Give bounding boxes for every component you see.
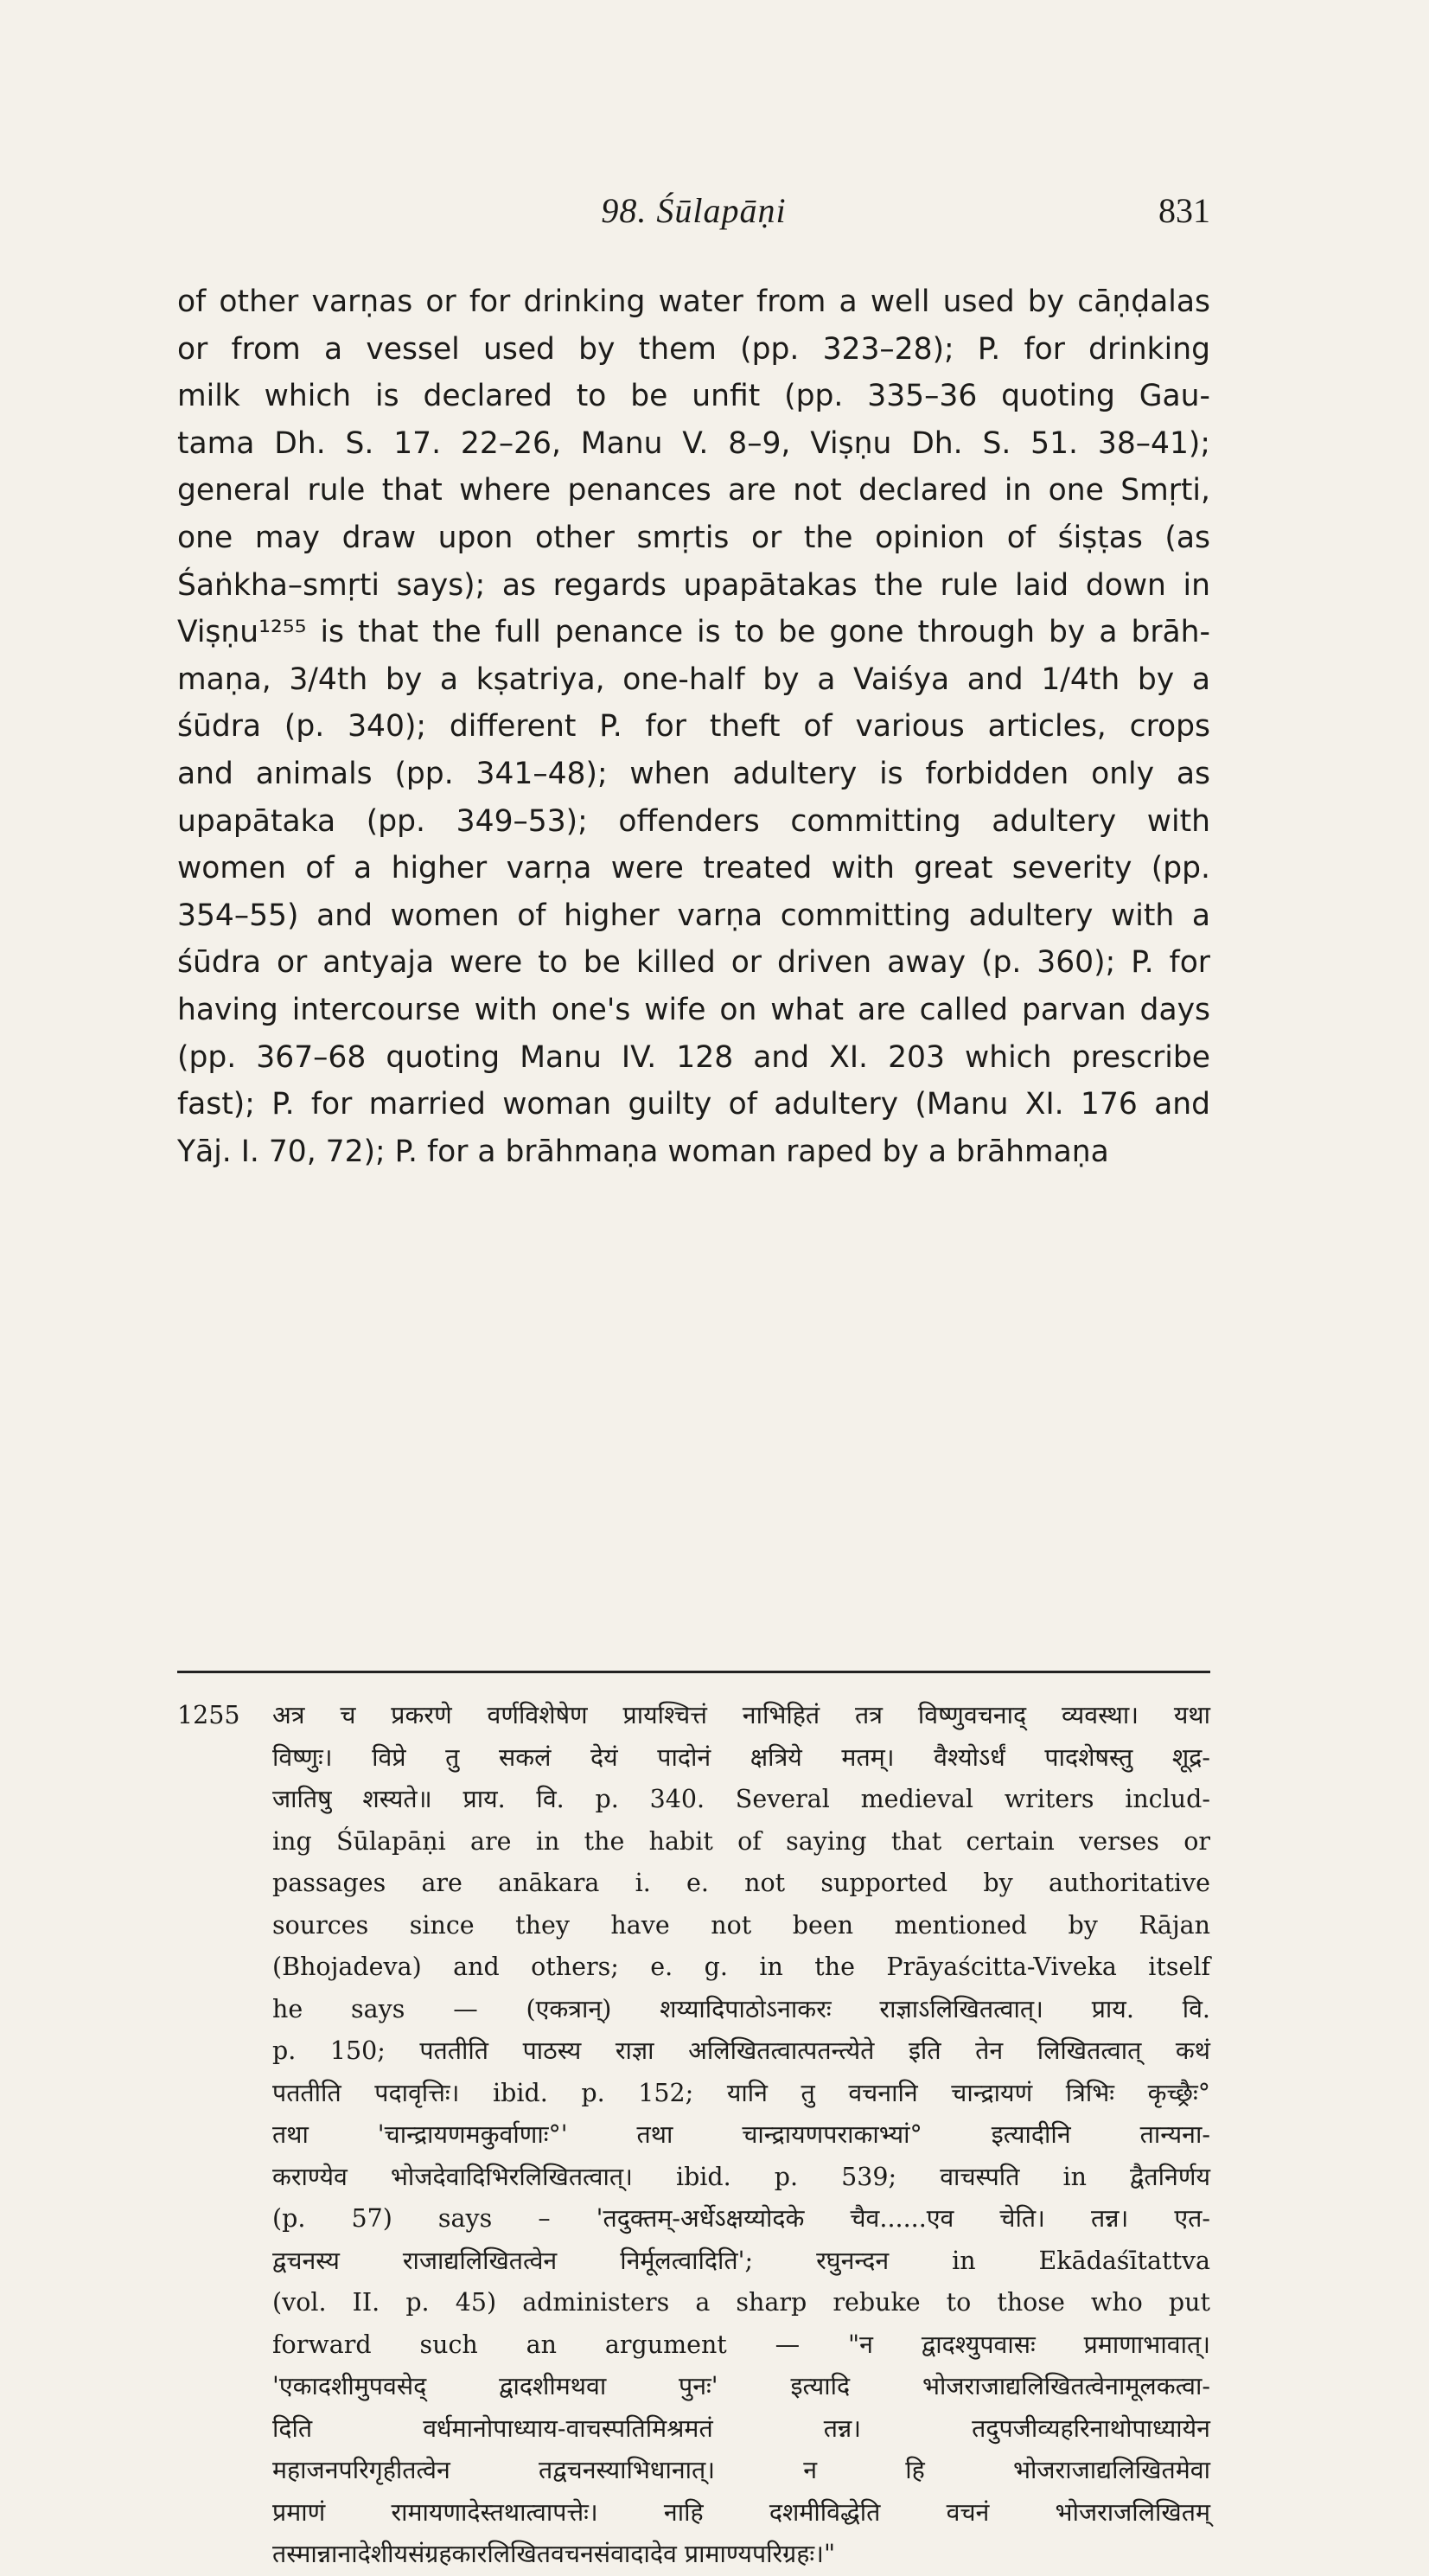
body-line: and animals (pp. 341–48); when adultery is forbidden only as <box>177 756 1210 791</box>
body-line: śūdra or antyaja were to be killed or driven away (p. 360); P. for <box>177 945 1210 981</box>
body-line: or from a vessel used by them (pp. 323–28); P. for drinking <box>177 331 1210 367</box>
body-line: 354–55) and women of higher varṇa committing adultery with a <box>177 898 1210 933</box>
footnote-line: प्रमाणं रामायणादेस्तथात्वापत्तेः। नाहि दशमीविद्धेति वचनं भोजराजलिखितम् <box>272 2497 1210 2527</box>
body-line: Yāj. I. 70, 72); P. for a brāhmaṇa woman raped by a brāhmaṇa <box>177 1134 1109 1169</box>
footnote-line: पततीति पदावृत्तिः। ibid. p. 152; यानि तु वचनानि चान्द्रायणं त्रिभिः कृच्छ्रैः° <box>272 2078 1210 2107</box>
page-number: 831 <box>1158 191 1210 230</box>
body-line: maṇa, 3/4th by a kṣatriya, one-half by a Vaiśya and 1/4th by a <box>177 662 1210 697</box>
footnote-rule <box>177 1671 1210 1673</box>
footnote-line: विष्णुः। विप्रे तु सकलं देयं पादोनं क्षत्रिये मतम्। वैश्योऽर्धं पादशेषस्तु शूद्र- <box>272 1742 1210 1772</box>
footnote-line: तस्मान्नानादेशीयसंग्रहकारलिखितवचनसंवादादेव प्रामाण्यपरिग्रहः।" <box>272 2540 836 2568</box>
footnote-line: द्वचनस्य राजाद्यलिखितत्वेन निर्मूलत्वादिति'; रघुनन्दन in Ekādaśītattva <box>272 2246 1210 2275</box>
body-line: śūdra (p. 340); different P. for theft of various articles, crops <box>177 709 1210 745</box>
body-line: milk which is declared to be unfit (pp. 335–36 quoting Gau- <box>177 379 1210 414</box>
body-line: upapātaka (pp. 349–53); offenders committing adultery with <box>177 803 1210 839</box>
footnote-line: दिति वर्धमानोपाध्याय-वाचस्पतिमिश्रमतं तन्न। तदुपजीव्यहरिनाथोपाध्यायेन <box>272 2413 1210 2443</box>
footnote-line: जातिषु शस्यते॥ प्राय. वि. p. 340. Several medieval writers includ- <box>272 1785 1210 1813</box>
footnote-body <box>272 1695 1210 2576</box>
body-line: general rule that where penances are not declared in one Smṛti, <box>177 473 1210 508</box>
footnote-line: (vol. II. p. 45) administers a sharp rebuke to those who put <box>272 2288 1210 2317</box>
body-line: Śaṅkha–smṛti says); as regards upapātakas the rule laid down in <box>177 567 1210 603</box>
body-line: Viṣṇu¹²⁵⁵ is that the full penance is to be gone through by a brāh- <box>177 615 1210 650</box>
footnote-line: ing Śūlapāṇi are in the habit of saying that certain verses or <box>272 1826 1210 1856</box>
footnote-line: p. 150; पततीति पाठस्य राज्ञा अलिखितत्वात्पतन्त्येते इति तेन लिखितत्वात् कथं <box>272 2036 1210 2065</box>
body-line: tama Dh. S. 17. 22–26, Manu V. 8–9, Viṣṇu Dh. S. 51. 38–41); <box>177 425 1210 461</box>
footnote-line: he says — (एकत्रान्) शय्यादिपाठोऽनाकरः राज्ञाऽलिखितत्वात्। प्राय. वि. <box>272 1994 1210 2023</box>
footnote-line: forward such an argument — "न द्वादश्युपवासः प्रमाणाभावात्। <box>272 2330 1210 2359</box>
footnote-line: 'एकादशीमुपवसेद् द्वादशीमथवा पुनः' इत्यादि भोजराजाद्यलिखितत्वेनामूलकत्वा- <box>272 2372 1210 2400</box>
footnote-marker: 1255 <box>177 1701 240 1729</box>
body-line: women of a higher varṇa were treated with great severity (pp. <box>177 851 1210 886</box>
footnote-line: कराण्येव भोजदेवादिभिरलिखितत्वात्। ibid. p. 539; वाचस्पति in द्वैतनिर्णय <box>272 2162 1210 2191</box>
footnote-line: महाजनपरिगृहीतत्वेन तद्वचनस्याभिधानात्। न हि भोजराजाद्यलिखितमेवा <box>272 2456 1210 2484</box>
body-line: of other varṇas or for drinking water from a well used by cāṇḍalas <box>177 284 1210 319</box>
body-text <box>177 278 1210 1175</box>
footnote-line: passages are anākara i. e. not supported by authoritative <box>272 1869 1210 1897</box>
page-header <box>177 190 1210 251</box>
body-line: fast); P. for married woman guilty of adultery (Manu XI. 176 and <box>177 1087 1210 1122</box>
footnote-line: तथा 'चान्द्रायणमकुर्वाणाः°' तथा चान्द्रायणपराकाभ्यां° इत्यादीनि तान्यना- <box>272 2120 1210 2149</box>
footnote-line: (Bhojadeva) and others; e. g. in the Prāyaścitta-Viveka itself <box>272 1953 1210 1981</box>
body-line: having intercourse with one's wife on what are called parvan days <box>177 992 1210 1027</box>
body-line: (pp. 367–68 quoting Manu IV. 128 and XI. 203 which prescribe <box>177 1039 1210 1075</box>
body-line: one may draw upon other smṛtis or the opinion of śiṣṭas (as <box>177 520 1210 555</box>
running-head: 98. Śūlapāṇi <box>601 191 787 230</box>
footnote-line: (p. 57) says – 'तदुक्तम्-अर्धेऽक्षय्योदके चैव......एव चेति। तन्न। एत- <box>272 2204 1210 2233</box>
footnote-line: अत्र च प्रकरणे वर्णविशेषेण प्रायश्चित्तं नाभिहितं तत्र विष्णुवचनाद् व्यवस्था। यथा <box>272 1701 1210 1729</box>
footnote-line: sources since they have not been mentioned by Rājan <box>272 1910 1210 1940</box>
